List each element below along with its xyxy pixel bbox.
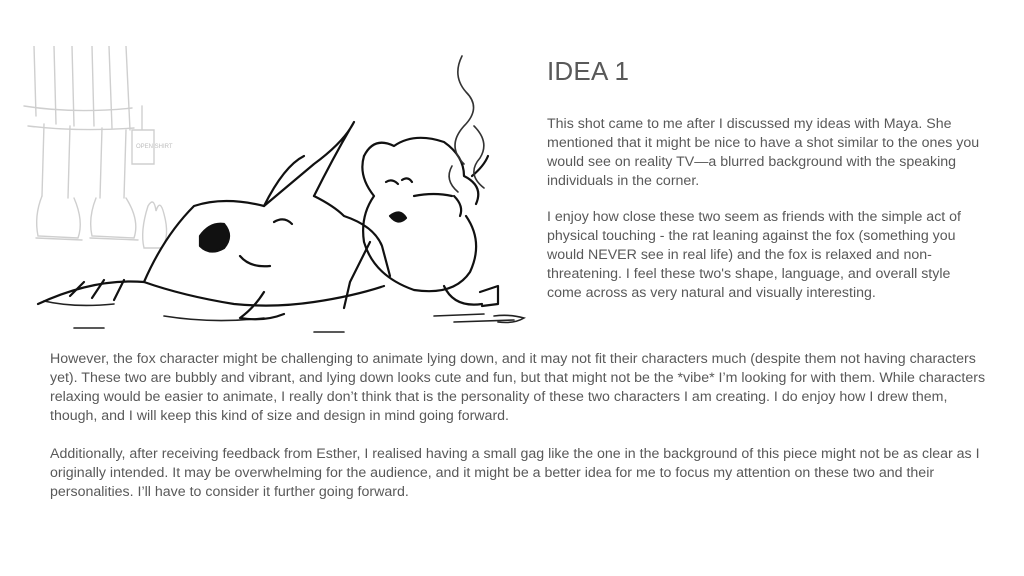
paragraph-animation-concerns: However, the fox character might be challenging to animate lying down, and it may not fit their characters much (despite them not having characters yet). These two are bubbly and vibrant, and lying down looks cute and fun, but that might not be the *vibe* I’m looking for with them. While characters relaxing would be easier to animate, I really don’t think that is the personality of these two characters I am creating. I do enjoy how I drew them, though, and I will keep this kind of size and design in mind going forward. [50, 351, 986, 424]
smoke-sketch [449, 56, 484, 192]
sketch-sign-text: OPEN SHIRT [136, 144, 173, 150]
paragraph-reality-tv-shot: This shot came to me after I discussed my ideas with Maya. She mentioned that it might be nice to have a shot similar to the ones you would see on reality TV—a blurred background with the speaking individuals in the corner. [547, 116, 980, 189]
sketch-illustration [14, 46, 534, 338]
paragraph-friendship: I enjoy how close these two seem as friends with the simple act of physical touching - the rat leaning against the fox (something you would NEVER see in real life) and the fox is relaxed and non-threatening. I feel these two's shape, language, and overall style come across as very natural and visually interesting. [547, 209, 962, 301]
rat-sketch [344, 138, 498, 308]
slide-title: IDEA 1 [547, 56, 630, 86]
paragraph-feedback: Additionally, after receiving feedback from Esther, I realised having a small gag like the one in the background of this piece might not be as clear as I originally intended. It may be overwhelming for the audience, and it might be a better idea for me to focus my attention on these two and their personalities. I’ll have to consider it further going forward. [50, 446, 980, 500]
